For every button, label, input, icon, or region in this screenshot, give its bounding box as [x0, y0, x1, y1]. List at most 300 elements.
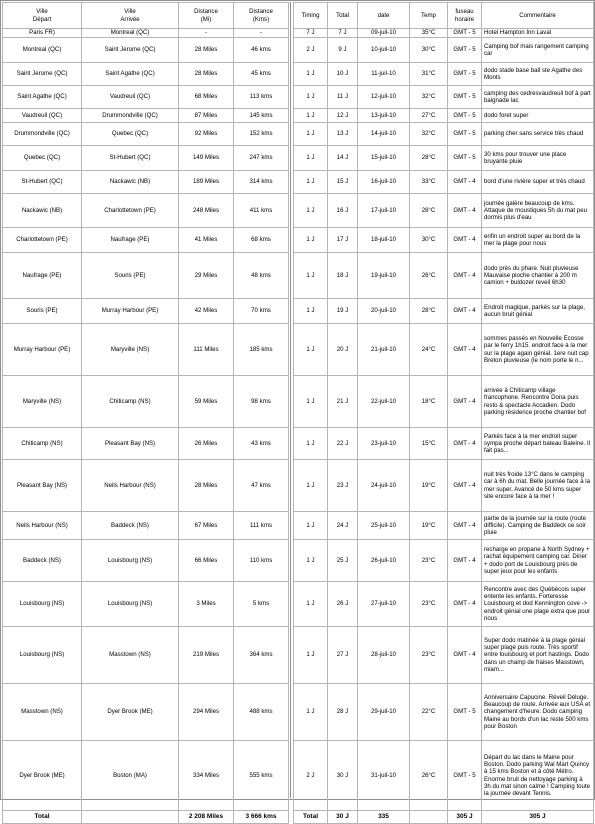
arrival-cell: Drummondville (QC)	[82, 109, 179, 123]
comment-cell	[482, 194, 594, 228]
comment-cell	[482, 627, 594, 684]
comment-text: Camping bof mais rangement camping car	[484, 42, 589, 57]
departure-cell: Montreal (QC)	[3, 38, 82, 63]
temperature-cell: 15°C	[410, 428, 448, 460]
column-header-total-days: Total	[328, 3, 358, 29]
temperature-cell: 18°C	[410, 376, 448, 428]
distance-miles-cell: 66 Miles	[179, 540, 234, 582]
arrival-cell: Montreal (QC)	[82, 29, 179, 38]
column-header-distance-kms: Distance (Kms)	[234, 3, 289, 29]
table-row	[294, 428, 594, 460]
arrival-cell: Murray Harbour (PE)	[82, 299, 179, 324]
distance-miles-cell: 334 Miles	[179, 741, 234, 811]
timing-cell: 7 J	[294, 29, 328, 38]
temperature-cell: 28°C	[410, 146, 448, 171]
arrival-cell: Saint Agathe (QC)	[82, 63, 179, 86]
timing-cell: 1 J	[294, 627, 328, 684]
table-row	[294, 460, 594, 512]
timezone-cell: GMT - 5	[448, 38, 482, 63]
distance-kms-cell: 47 kms	[234, 460, 289, 512]
departure-cell: Charlottetown (PE)	[3, 228, 82, 253]
distance-table-footer	[3, 811, 289, 824]
distance-miles-cell: 68 Miles	[179, 86, 234, 109]
table-separator	[290, 2, 291, 798]
distance-miles-cell: 59 Miles	[179, 376, 234, 428]
comment-cell	[482, 171, 594, 194]
distance-table-body	[3, 29, 289, 811]
comment-text: dodo près du phare. Nuit pluvieuse Mauvaise pioche chantier à 200 m camion + buldozer reveil 6h30	[484, 264, 579, 287]
total-distance-kms: 3 666 kms	[234, 811, 289, 824]
distance-kms-cell: 46 kms	[234, 38, 289, 63]
timing-cell: 2 J	[294, 741, 328, 811]
column-header-timezone: fuseau horaire	[448, 3, 482, 29]
timezone-cell: GMT - 4	[448, 194, 482, 228]
timing-cell: 1 J	[294, 376, 328, 428]
departure-cell: Souris (PE)	[3, 299, 82, 324]
comment-cell	[482, 428, 594, 460]
table-row	[294, 86, 594, 109]
departure-cell: Naufrage (PE)	[3, 253, 82, 299]
timing-table	[293, 2, 594, 824]
temperature-cell: 27°C	[410, 109, 448, 123]
comment-text: Parkés face à la mer endroit super sympa proche départ bateau Baleine. Il fait pas...	[484, 432, 591, 455]
table-row	[3, 146, 289, 171]
date-cell: 14-juil-10	[358, 123, 410, 146]
total-days-cell: 23 J	[328, 460, 358, 512]
comment-text: parking cher sans service très chaud	[484, 130, 584, 138]
timing-cell: 1 J	[294, 512, 328, 540]
timing-cell: 1 J	[294, 123, 328, 146]
timing-cell: 1 J	[294, 428, 328, 460]
distance-kms-cell: 113 kms	[234, 86, 289, 109]
departure-cell: Louisbourg (NS)	[3, 582, 82, 627]
table-row	[294, 512, 594, 540]
table-row	[294, 741, 594, 811]
column-header-temperature: Temp	[410, 3, 448, 29]
timezone-cell: GMT - 4	[448, 324, 482, 376]
distance-kms-cell: 364 kms	[234, 627, 289, 684]
table-row	[3, 512, 289, 540]
temperature-cell: 24°C	[410, 324, 448, 376]
temperature-cell: 23°C	[410, 582, 448, 627]
date-cell: 19-juil-10	[358, 253, 410, 299]
arrival-cell: Souris (PE)	[82, 253, 179, 299]
comment-text: Rencontre avec des Québécois super entente les enfants. Forteresse Louisbourg et dod Kennington cove -> endroit génial une plage extra que pour nous	[484, 585, 591, 622]
temperature-cell: 23°C	[410, 627, 448, 684]
table-row	[294, 582, 594, 627]
table-row	[294, 299, 594, 324]
timing-cell: 1 J	[294, 540, 328, 582]
comment-cell	[482, 540, 594, 582]
departure-cell: Maryville (NS)	[3, 376, 82, 428]
comment-text: Endroit magique, parkés sur la plage, aucun bruit génial	[484, 303, 585, 318]
timezone-cell: GMT - 5	[448, 123, 482, 146]
table-row	[3, 171, 289, 194]
date-cell: 13-juil-10	[358, 109, 410, 123]
distance-miles-cell: 42 Miles	[179, 299, 234, 324]
departure-cell: Pleasant Bay (NS)	[3, 460, 82, 512]
column-header-comment: Commentaire	[482, 3, 594, 29]
date-cell: 15-juil-10	[358, 146, 410, 171]
total-days-cell: 11 J	[328, 86, 358, 109]
comment-cell	[482, 684, 594, 741]
table-row	[3, 29, 289, 38]
distance-table-header	[3, 3, 289, 29]
comment-text: Hotel Hampton Inn Laval	[484, 29, 552, 37]
total-temperature	[410, 811, 448, 824]
departure-cell: Dyer Brook (ME)	[3, 741, 82, 811]
total-days-cell: 17 J	[328, 228, 358, 253]
table-row	[294, 146, 594, 171]
departure-cell: Saint Jerome (QC)	[3, 63, 82, 86]
comment-text: enfin un endroit super au bord de la mer la plage pour nous	[484, 232, 581, 247]
comment-cell	[482, 29, 594, 38]
date-cell: 25-juil-10	[358, 512, 410, 540]
arrival-cell: St-Hubert (QC)	[82, 146, 179, 171]
comment-cell	[482, 299, 594, 324]
arrival-cell: Chiticamp (NS)	[82, 376, 179, 428]
comment-text: bord d'une rivière super et très chaud	[484, 178, 585, 186]
total-days-cell: 9 J	[328, 38, 358, 63]
table-row	[294, 540, 594, 582]
distance-kms-cell: 45 kms	[234, 63, 289, 86]
timezone-cell: GMT - 4	[448, 428, 482, 460]
table-row	[3, 376, 289, 428]
date-cell: 16-juil-10	[358, 171, 410, 194]
date-cell: 12-juil-10	[358, 86, 410, 109]
total-days-cell: 19 J	[328, 299, 358, 324]
date-cell: 09-juil-10	[358, 29, 410, 38]
comment-cell	[482, 324, 594, 376]
temperature-cell: 19°C	[410, 460, 448, 512]
distance-kms-cell: 314 kms	[234, 171, 289, 194]
comment-text: partie de la journée sur la route (route difficile). Camping de Baddeck ce soir pluie	[484, 514, 586, 537]
timezone-cell: GMT - 4	[448, 228, 482, 253]
table-row	[294, 38, 594, 63]
arrival-cell: Dyer Brook (ME)	[82, 684, 179, 741]
total-days-cell: 15 J	[328, 171, 358, 194]
timezone-cell: GMT - 5	[448, 146, 482, 171]
arrival-cell: Pleasant Bay (NS)	[82, 428, 179, 460]
timing-cell: 1 J	[294, 171, 328, 194]
timing-cell: 1 J	[294, 253, 328, 299]
departure-cell: Paris FR)	[3, 29, 82, 38]
table-row	[3, 684, 289, 741]
comment-text: arrivée à Chiticamp village francophone. Rencontre Dona puis resto & spectacle Accadien. Dodo parking résidence proche chantier bof	[484, 387, 586, 416]
table-row	[294, 228, 594, 253]
comment-text: camping des cedresvaudreuil bof à part baignade lac	[484, 89, 591, 104]
date-cell: 26-juil-10	[358, 540, 410, 582]
table-row	[3, 324, 289, 376]
total-days-cell: 12 J	[328, 109, 358, 123]
distance-miles-cell: 28 Miles	[179, 460, 234, 512]
temperature-cell: 28°C	[410, 194, 448, 228]
departure-cell: Saint Agathe (QC)	[3, 86, 82, 109]
comment-cell	[482, 109, 594, 123]
temperature-cell: 31°C	[410, 63, 448, 86]
timing-cell: 1 J	[294, 146, 328, 171]
table-row	[294, 123, 594, 146]
distance-kms-cell: 110 kms	[234, 540, 289, 582]
timing-cell: 1 J	[294, 194, 328, 228]
comment-text: Anniversaire Capucine. Réveil Déluge. Beaucoup de route. Arrivée aux USA et changement d'heure. Dodo camping Maine au bords d'un lac reste 500 kms pour Boston	[484, 693, 591, 730]
temperature-cell: 28°C	[410, 299, 448, 324]
total-arrival	[82, 811, 179, 824]
arrival-cell: Masstown (NS)	[82, 627, 179, 684]
total-days-cell: 26 J	[328, 582, 358, 627]
comment-text: recharge en propane à North Sydney + rachat équipement camping car. Diner + dodo port de Louisbourg près de super jeux pour les enfants	[484, 546, 590, 575]
date-cell: 29-juil-10	[358, 684, 410, 741]
table-row	[294, 109, 594, 123]
timezone-cell: GMT - 4	[448, 540, 482, 582]
comment-text: dodo foret super	[484, 111, 529, 119]
distance-miles-cell: 26 Miles	[179, 428, 234, 460]
table-row	[3, 582, 289, 627]
date-cell: 21-juil-10	[358, 324, 410, 376]
distance-kms-cell: 98 kms	[234, 376, 289, 428]
distance-kms-cell: 145 kms	[234, 109, 289, 123]
table-row	[294, 171, 594, 194]
total-days-cell: 27 J	[328, 627, 358, 684]
timezone-cell: GMT - 5	[448, 109, 482, 123]
departure-cell: Quebec (QC)	[3, 146, 82, 171]
arrival-cell: Nackawic (NB)	[82, 171, 179, 194]
distance-miles-cell: 294 Miles	[179, 684, 234, 741]
arrival-cell: Boston (MA)	[82, 741, 179, 811]
timing-cell: 1 J	[294, 460, 328, 512]
timezone-cell: GMT - 5	[448, 741, 482, 811]
comment-cell	[482, 460, 594, 512]
distance-kms-cell: 111 kms	[234, 512, 289, 540]
table-row	[294, 627, 594, 684]
timing-cell: 1 J	[294, 228, 328, 253]
table-row	[3, 228, 289, 253]
arrival-cell: Baddeck (NS)	[82, 512, 179, 540]
arrival-cell: Quebec (QC)	[82, 123, 179, 146]
timezone-cell: GMT - 5	[448, 63, 482, 86]
distance-kms-cell: 411 kms	[234, 194, 289, 228]
date-cell: 23-juil-10	[358, 428, 410, 460]
date-cell: 27-juil-10	[358, 582, 410, 627]
comment-text: Départ du lac dans le Maine pour Boston. Dodo parking Wal Mart Quincy à 15 kms Boston et à côté Métro. Enorme bruit de nettoyage parking à 3h du mat sinon calme ! Camping toute la journée devant Tennis.	[484, 753, 591, 797]
arrival-cell: Saint Jerome (QC)	[82, 38, 179, 63]
temperature-cell: 30°C	[410, 228, 448, 253]
distance-miles-cell: 67 Miles	[179, 512, 234, 540]
distance-miles-cell: 87 Miles	[179, 109, 234, 123]
total-days-cell: 10 J	[328, 63, 358, 86]
timezone-cell: GMT - 4	[448, 460, 482, 512]
timing-table-header	[294, 3, 594, 29]
timing-table-footer	[294, 811, 594, 824]
distance-kms-cell: 68 kms	[234, 228, 289, 253]
departure-cell: Murray Harbour (PE)	[3, 324, 82, 376]
timing-cell: 1 J	[294, 63, 328, 86]
comment-cell	[482, 253, 594, 299]
comment-text: nuit très froide 13°C dans le camping car à 6h du mat. Belle journée face à la mer super. Avancé de 50 kms super site encore face à la mer !	[484, 471, 591, 500]
comment-cell	[482, 38, 594, 63]
distance-miles-cell: 248 Miles	[179, 194, 234, 228]
table-row	[294, 324, 594, 376]
timing-cell: 1 J	[294, 582, 328, 627]
total-days-cell: 21 J	[328, 376, 358, 428]
comment-cell	[482, 512, 594, 540]
total-days-cell: 7 J	[328, 29, 358, 38]
comment-cell	[482, 146, 594, 171]
distance-kms-cell: 70 kms	[234, 299, 289, 324]
comment-cell	[482, 582, 594, 627]
total-comment: 305 J	[482, 811, 594, 824]
distance-kms-cell: 152 kms	[234, 123, 289, 146]
timezone-cell: GMT - 5	[448, 29, 482, 38]
column-header-departure: Ville Départ	[3, 3, 82, 29]
timing-cell: 2 J	[294, 38, 328, 63]
timing-cell: 1 J	[294, 684, 328, 741]
comment-cell	[482, 86, 594, 109]
temperature-cell: 35°C	[410, 29, 448, 38]
arrival-cell: Maryville (NS)	[82, 324, 179, 376]
table-row	[294, 63, 594, 86]
table-row	[3, 428, 289, 460]
comment-cell	[482, 228, 594, 253]
table-row	[3, 109, 289, 123]
comment-text: sommes passés en Nouvelle Ecosse par le ferry 1h15. endroit face à la mer sur la plage again génial. 1ere nuit cap Breton pluvieuse (le nom porte le n...	[484, 335, 589, 364]
timezone-cell: GMT - 5	[448, 684, 482, 741]
arrival-cell: Louisbourg (NS)	[82, 540, 179, 582]
distance-miles-cell: 3 Miles	[179, 582, 234, 627]
distance-table	[2, 2, 289, 824]
distance-miles-cell: 219 Miles	[179, 627, 234, 684]
date-cell: 17-juil-10	[358, 194, 410, 228]
total-days-cell: 18 J	[328, 253, 358, 299]
total-date: 335	[358, 811, 410, 824]
temperature-cell: 26°C	[410, 741, 448, 811]
column-header-date: date	[358, 3, 410, 29]
table-row	[294, 376, 594, 428]
comment-cell	[482, 123, 594, 146]
date-cell: 10-juil-10	[358, 38, 410, 63]
arrival-cell: Vaudreuil (QC)	[82, 86, 179, 109]
departure-cell: Baddeck (NS)	[3, 540, 82, 582]
total-label: Total	[294, 811, 328, 824]
departure-cell: St-Hubert (QC)	[3, 171, 82, 194]
total-days-cell: 28 J	[328, 684, 358, 741]
distance-kms-cell: 43 kms	[234, 428, 289, 460]
timing-cell: 1 J	[294, 299, 328, 324]
column-header-timing: Timing	[294, 3, 328, 29]
date-cell: 22-juil-10	[358, 376, 410, 428]
timezone-cell: GMT - 5	[448, 86, 482, 109]
temperature-cell: 23°C	[410, 540, 448, 582]
timezone-cell: GMT - 4	[448, 512, 482, 540]
arrival-cell: Naufrage (PE)	[82, 228, 179, 253]
timezone-cell: GMT - 4	[448, 253, 482, 299]
timezone-cell: GMT - 4	[448, 627, 482, 684]
timing-cell: 1 J	[294, 86, 328, 109]
comment-cell	[482, 376, 594, 428]
temperature-cell: 32°C	[410, 86, 448, 109]
table-row	[294, 253, 594, 299]
total-days-cell: 20 J	[328, 324, 358, 376]
table-row	[3, 86, 289, 109]
distance-miles-cell: 41 Miles	[179, 228, 234, 253]
date-cell: 31-juil-10	[358, 741, 410, 811]
departure-cell: Chiticamp (NS)	[3, 428, 82, 460]
date-cell: 28-juil-10	[358, 627, 410, 684]
distance-kms-cell: 48 kms	[234, 253, 289, 299]
total-total-days: 30 J	[328, 811, 358, 824]
total-days-cell: 30 J	[328, 741, 358, 811]
comment-cell	[482, 63, 594, 86]
arrival-cell: Louisbourg (NS)	[82, 582, 179, 627]
temperature-cell: 30°C	[410, 38, 448, 63]
distance-kms-cell: 5 kms	[234, 582, 289, 627]
distance-miles-cell: 92 Miles	[179, 123, 234, 146]
table-row	[3, 627, 289, 684]
timezone-cell: GMT - 4	[448, 299, 482, 324]
table-row	[3, 741, 289, 811]
temperature-cell: 22°C	[410, 684, 448, 741]
timezone-cell: GMT - 4	[448, 171, 482, 194]
table-row	[3, 38, 289, 63]
distance-kms-cell: 185 kms	[234, 324, 289, 376]
departure-cell: Drummondville (QC)	[3, 123, 82, 146]
comment-cell	[482, 741, 594, 811]
timezone-cell: GMT - 4	[448, 376, 482, 428]
table-row	[3, 194, 289, 228]
date-cell: 24-juil-10	[358, 460, 410, 512]
distance-miles-cell: 28 Miles	[179, 63, 234, 86]
arrival-cell: Charlottetown (PE)	[82, 194, 179, 228]
distance-kms-cell: 247 kms	[234, 146, 289, 171]
comment-text: Super dodo matinée à la plage génial super plage puis route. Très sportif entre louisbourg et port hastings. Dodo dans un champ de fraises Masstown, miam...	[484, 636, 590, 673]
departure-cell: Neils Harbour (NS)	[3, 512, 82, 540]
table-row	[294, 29, 594, 38]
temperature-cell: 32°C	[410, 123, 448, 146]
temperature-cell: 33°C	[410, 171, 448, 194]
total-days-cell: 14 J	[328, 146, 358, 171]
total-timezone: 305 J	[448, 811, 482, 824]
arrival-cell: Neils Harbour (NS)	[82, 460, 179, 512]
table-row	[3, 63, 289, 86]
distance-miles-cell: 189 Miles	[179, 171, 234, 194]
total-days-cell: 24 J	[328, 512, 358, 540]
comment-text: journée galère beaucoup de kms. Attaque de moustiques 5h du mat peu dormis plus d'eau	[484, 199, 587, 222]
table-row	[3, 253, 289, 299]
total-distance-miles: 2 208 Miles	[179, 811, 234, 824]
distance-kms-cell: 555 kms	[234, 741, 289, 811]
table-row	[3, 299, 289, 324]
total-days-cell: 13 J	[328, 123, 358, 146]
table-row	[3, 460, 289, 512]
departure-cell: Masstown (NS)	[3, 684, 82, 741]
departure-cell: Nackawic (NB)	[3, 194, 82, 228]
comment-text: dodo stade base ball ste Agathe des Monts	[484, 66, 583, 81]
total-days-cell: 25 J	[328, 540, 358, 582]
distance-miles-cell: -	[179, 29, 234, 38]
table-row	[3, 540, 289, 582]
temperature-cell: 26°C	[410, 253, 448, 299]
column-header-distance-miles: Distance (Mi)	[179, 3, 234, 29]
departure-cell: Vaudreuil (QC)	[3, 109, 82, 123]
temperature-cell: 19°C	[410, 512, 448, 540]
distance-miles-cell: 149 Miles	[179, 146, 234, 171]
distance-miles-cell: 29 Miles	[179, 253, 234, 299]
timing-cell: 1 J	[294, 324, 328, 376]
table-row	[294, 684, 594, 741]
total-days-cell: 16 J	[328, 194, 358, 228]
total-label: Total	[3, 811, 82, 824]
distance-kms-cell: -	[234, 29, 289, 38]
